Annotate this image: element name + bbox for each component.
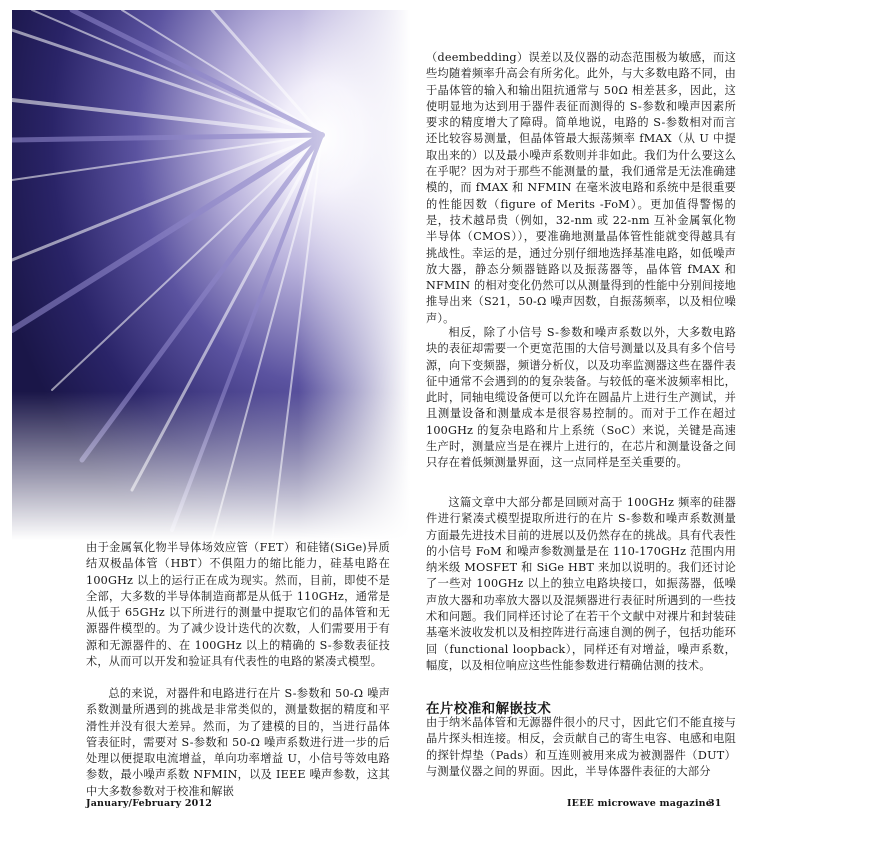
page-number: 31: [708, 798, 722, 809]
right-column-paragraph-4: 由于纳米晶体管和无源器件很小的尺寸，因此它们不能直接与晶片探头相连接。相反，会贡献自己的寄生电容、电感和电阻的探针焊垫（Pads）和互连则被用来成为被测器件（DUT）与测量仪器之间的界面。因此，半导体器件表征的大部分: [426, 716, 736, 778]
left-column-paragraph-1: 由于金属氧化物半导体场效应管（FET）和硅锗(SiGe)异质结双极晶体管（HBT）不俱阻力的缩比能力，硅基电路在 100GHz 以上的运行正在成为现实。然而，目前，即使不是全部，大多数的半导体制造商都是从低于 110GHz，通常是从低于 65GHz 以下所进行的测量中提取它们的晶体管和无源器件模型的。为了减少设计迭代的次数，人们需要用于有源和无源器件的、在 100GHz 以上的精确的 S-参数表征技术，从而可以开发和验证具有代表性的电路的紧凑式模型。: [86, 541, 390, 669]
footer-journal-name: IEEE microwave magazine: [567, 798, 713, 809]
right-column-paragraph-3: 这篇文章中大部分都是回顾对高于 100GHz 频率的硅器件进行紧凑式模型提取所进行的在片 S-参数和噪声系数测量方面最先进技术目前的进展以及仍然存在的挑战。具有代表性的小信号 FoM 和噪声参数测量是在 110-170GHz 范围内用纳米级 MOSFET 和 SiGe HBT 来加以说明的。我们还讨论了一些对 100GHz 以上的独立电路块接口，如振荡器，低噪声放大器和功率放大器以及混频器进行表征时所遇到的一些技术和问题。我们同样还讨论了在若干个文献中对裸片和封装硅基毫米波收发机以及相控阵进行高速自测的例子，包括功能环回（functional loopback），同样还有对增益，噪声系数，幅度，以及相位响应这些性能参数进行精确估测的技术。: [426, 496, 736, 672]
right-column-paragraph-1: （deembedding）误差以及仪器的动态范围极为敏感，而这些均随着频率升高会有所劣化。此外，与大多数电路不同，由于晶体管的输入和输出阻抗通常与 50Ω 相差甚多，因此，这使明显地为达到用于器件表征而测得的 S-参数和噪声因素所要求的精度增大了障碍。简单地说，电路的 S-参数相对而言还比较容易测量，但晶体管最大振荡频率 fMAX（从 U 中提取出来的）以及最小噪声系数则并非如此。我们为什么要这么在乎呢？因为对于那些不能测量的量，我们通常是无法准确建模的，而 fMAX 和 NFMIN 在毫米波电路和系统中是很重要的性能因数（figure of Merits -FoM）。更加值得警惕的是，技术越昂贵（例如，32-nm 或 22-nm 互补金属氧化物半导体（CMOS）），要准确地测量晶体管性能就变得越具有挑战性。幸运的是，通过分别仔细地选择基准电路，如低噪声放大器，静态分频器链路以及振荡器等，晶体管 fMAX 和 NFMIN 的相对变化仍然可以从测量得到的性能中分别间接地推导出来（S21，50-Ω 噪声因数，自振荡频率，以及相位噪声）。: [426, 51, 736, 325]
abstract-light-streaks-image: [12, 10, 410, 540]
left-column-paragraph-2: 总的来说，对器件和电路进行在片 S-参数和 50-Ω 噪声系数测量所遇到的挑战是非常类似的，测量数据的精度和平滑性并没有很大差异。然而，为了建模的目的，当进行晶体管表征时，需要对 S-参数和 50-Ω 噪声系数进行进一步的后处理以便提取电流增益，单向功率增益 U，小信号等效电路参数，最小噪声系数 NFMIN，以及 IEEE 噪声参数，这其中大多数参数对于校准和解嵌: [86, 687, 390, 798]
footer-issue-date: January/February 2012: [86, 798, 213, 809]
right-column-paragraph-2: 相反，除了小信号 S-参数和噪声系数以外，大多数电路块的表征却需要一个更宽范围的大信号测量以及具有多个信号源，向下变频器，频谱分析仪，以及功率监测器这些在器件表征中通常不会遇到的的复杂装备。与较低的毫米波频率相比，此时，同轴电缆设备便可以允许在圆晶片上进行生产测试，并且测量设备和测量成本是很容易控制的。而对于工作在超过 100GHz 的复杂电路和片上系统（SoC）来说，关键是高速生产时，测量应当是在裸片上进行的，在芯片和测量设备之间只存在着低频测量界面，这一点同样是至关重要的。: [426, 326, 736, 470]
section-heading: 在片校准和解嵌技术: [426, 701, 552, 717]
